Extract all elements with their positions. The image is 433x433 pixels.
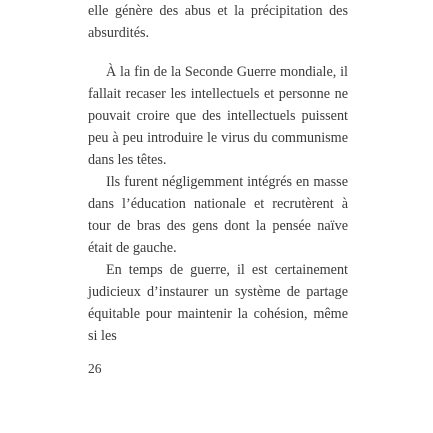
paragraph-2: À la fin de la Seconde Guerre mondiale, il fallait recaser les intellectuels et personne ne pouvait croire que des intellectuels puissent peu à peu introduire le virus du communisme dans les têtes. [88,64,348,168]
paragraph-4: En temps de guerre, il est certainement judicieux d’instaurer un système de partage équitable pour maintenir la cohésion, même si les [88,262,348,344]
paragraph-3: Ils furent négligemment intégrés en masse dans l’éducation nationale et recrutèrent à tour de bras des gens dont la pensée naïve était de gauche. [88,174,348,256]
body-text [88,0,348,347]
page-number: 26 [88,361,102,376]
paragraph-1: elle génère des abus et la précipitation des absurdités. [88,3,348,41]
